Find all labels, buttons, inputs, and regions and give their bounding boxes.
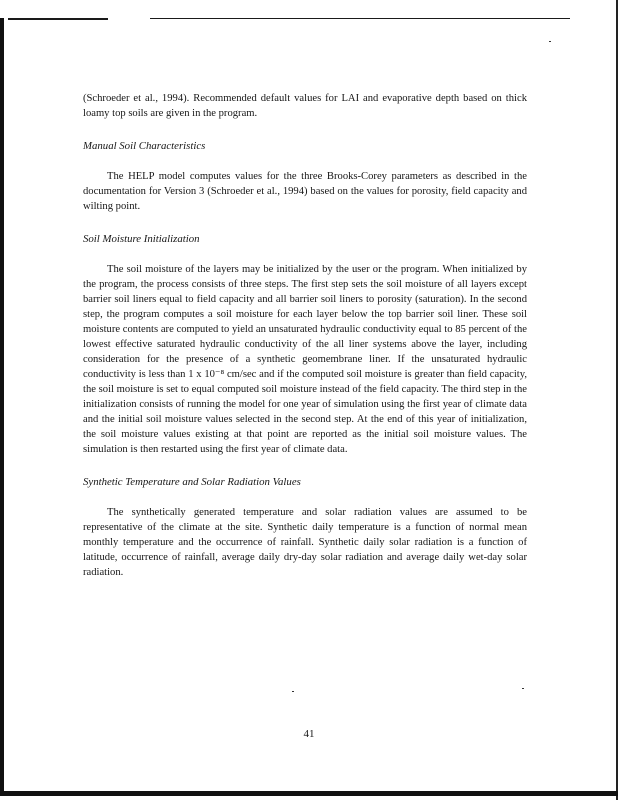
scan-speck	[522, 688, 524, 689]
scan-speck	[292, 691, 294, 692]
section-body-manual-soil: The HELP model computes values for the three Brooks-Corey parameters as described in the documentation for Version 3 (Schroeder et al., 1994) based on the values for porosity, field capacity and wilting point.	[83, 171, 527, 212]
page-number: 41	[303, 728, 315, 740]
intro-paragraph: (Schroeder et al., 1994). Recommended default values for LAI and evaporative depth based on thick loamy top soils are given in the program.	[83, 93, 527, 119]
scan-border-bottom	[0, 791, 618, 796]
scan-border-top	[150, 18, 570, 19]
section-heading-soil-moisture: Soil Moisture Initialization	[83, 233, 200, 245]
section-heading-manual-soil: Manual Soil Characteristics	[83, 140, 206, 152]
scan-border-left	[0, 18, 4, 796]
section-heading-synthetic-temperature: Synthetic Temperature and Solar Radiation Values	[83, 476, 301, 488]
scan-border-top-left	[8, 18, 108, 20]
scan-speck	[549, 41, 551, 42]
section-body-soil-moisture: The soil moisture of the layers may be initialized by the user or the program. When initialized by the program, the process consists of three steps. The first step sets the soil moisture of all layers except barrier soil liners equal to field capacity and all barrier soil liners to porosity (saturation). In the second step, the program computes a soil moisture for each layer below the top barrier soil liner. These soil moisture contents are computed to yield an unsaturated hydraulic conductivity equal to 85 percent of the lowest effective saturated hydraulic conductivity of the all liner systems above the layer, including consideration for the presence of a synthetic geomembrane liner. If the unsaturated hydraulic conductivity is less than 1 x 10⁻⁸ cm/sec and if the computed soil moisture is greater than field capacity, the soil moisture is set to equal computed soil moisture instead of the field capacity. The third step in the initialization consists of running the model for one year of simulation using the first year of climate data and the initial soil moisture values selected in the second step. At the end of this year of initialization, the soil moisture values existing at that point are reported as the initial soil moisture values. The simulation is then restarted using the first year of climate data.	[83, 264, 527, 455]
document-body	[83, 91, 527, 580]
section-body-synthetic-temperature: The synthetically generated temperature and solar radiation values are assumed to be representative of the climate at the site. Synthetic daily temperature is a function of normal mean monthly temperature and the occurrence of rainfall. Synthetic daily solar radiation is a function of latitude, occurrence of rainfall, average daily dry-day solar radiation and average daily wet-day solar radiation.	[83, 507, 527, 578]
